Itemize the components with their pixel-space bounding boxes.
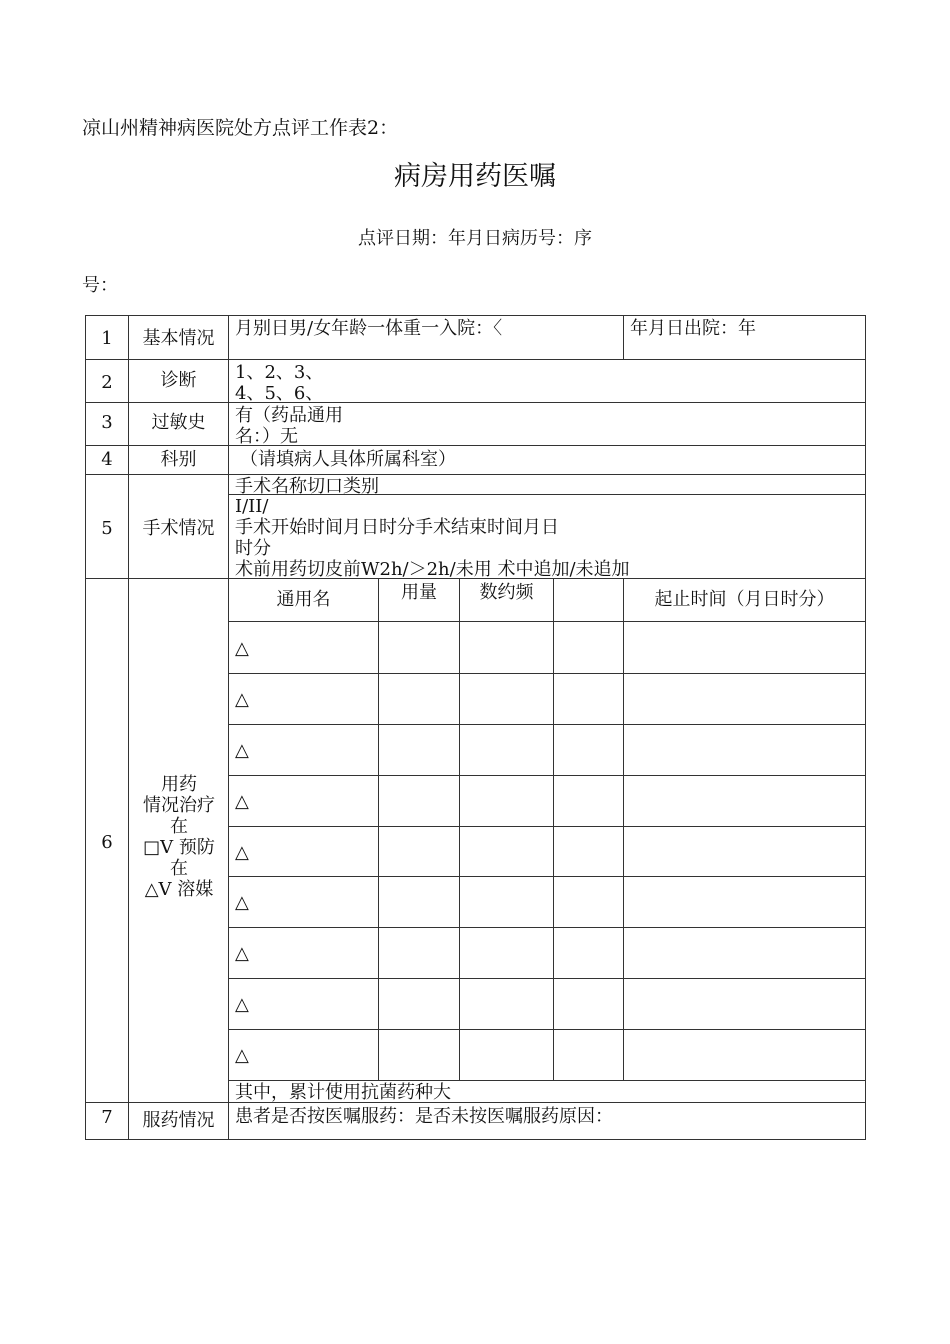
surgery-line: I/II/ xyxy=(235,496,269,517)
surgery-name-line xyxy=(235,475,860,494)
medication-label-line: □V 预防 xyxy=(143,837,215,858)
medication-entry-marker: △ xyxy=(235,994,249,1015)
review-date-line: 点评日期：年月日病历号：序 xyxy=(358,228,592,249)
row-label-department: 科别 xyxy=(160,449,197,470)
column-header-period: 起止时间（月日时分） xyxy=(654,589,835,610)
medication-label-line: 在 xyxy=(170,858,188,879)
antibiotic-summary: 其中，累计使用抗菌药种大 xyxy=(235,1082,451,1102)
medication-label-line: △V 溶媒 xyxy=(144,879,214,900)
row-number: 1 xyxy=(101,328,113,349)
row-number: 2 xyxy=(101,372,113,393)
medication-label-line: 在 xyxy=(170,816,188,837)
sequence-label: 号： xyxy=(82,275,118,296)
medication-entry-marker: △ xyxy=(235,842,249,863)
row-number: 4 xyxy=(101,449,113,470)
column-header-dose: 用量 xyxy=(401,582,437,603)
medication-entry-marker: △ xyxy=(235,638,249,659)
medication-entry-marker: △ xyxy=(235,892,249,913)
surgery-line: 手术开始时间月日时分手术结束时间月日 xyxy=(235,517,559,538)
medication-entry-marker: △ xyxy=(235,1045,249,1066)
row-number: 5 xyxy=(101,518,113,539)
allergy-lines xyxy=(235,405,855,445)
department-hint: （请填病人具体所属科室） xyxy=(240,449,456,470)
row-number: 7 xyxy=(101,1107,113,1128)
row-label-compliance: 服药情况 xyxy=(142,1110,215,1131)
row-label-allergy: 过敏史 xyxy=(151,412,206,433)
surgery-detail-lines xyxy=(235,496,860,577)
row-label-surgery: 手术情况 xyxy=(142,518,215,539)
medication-entry-marker: △ xyxy=(235,943,249,964)
form-name: 凉山州精神病医院处方点评工作表2： xyxy=(82,117,399,139)
allergy-line: 有（药品通用 xyxy=(235,405,343,426)
column-header-frequency: 数约频 xyxy=(479,582,534,603)
medication-label-line: 用药 xyxy=(161,774,197,795)
row-number: 6 xyxy=(101,832,113,853)
row-label-diagnosis: 诊断 xyxy=(160,370,197,391)
diagnosis-line: 1、2、3、 xyxy=(235,362,324,383)
column-header-generic-name: 通用名 xyxy=(276,589,331,610)
basic-info-left: 月别日男/女年龄一体重一入院：〈 xyxy=(235,318,503,339)
row-number: 3 xyxy=(101,412,113,433)
medication-label xyxy=(130,774,228,900)
surgery-line: 时分 xyxy=(235,538,271,559)
allergy-line: 名：）无 xyxy=(235,426,298,445)
surgery-line: 术前用药切皮前W2h/＞2h/未用 术中追加/未追加 xyxy=(235,559,630,577)
page-title: 病房用药医嘱 xyxy=(394,161,556,192)
medication-label-line: 情况治疗 xyxy=(143,795,215,816)
surgery-line: 手术名称切口类别 xyxy=(235,476,379,494)
medication-entry-marker: △ xyxy=(235,740,249,761)
medication-entry-marker: △ xyxy=(235,689,249,710)
compliance-question: 患者是否按医嘱服药：是否未按医嘱服药原因： xyxy=(235,1106,613,1127)
diagnosis-line: 4、5、6、 xyxy=(235,383,324,402)
medication-entry-marker: △ xyxy=(235,791,249,812)
basic-info-right: 年月日出院：年 xyxy=(630,318,756,339)
diagnosis-lines xyxy=(235,362,855,402)
row-label-basic: 基本情况 xyxy=(142,328,215,349)
